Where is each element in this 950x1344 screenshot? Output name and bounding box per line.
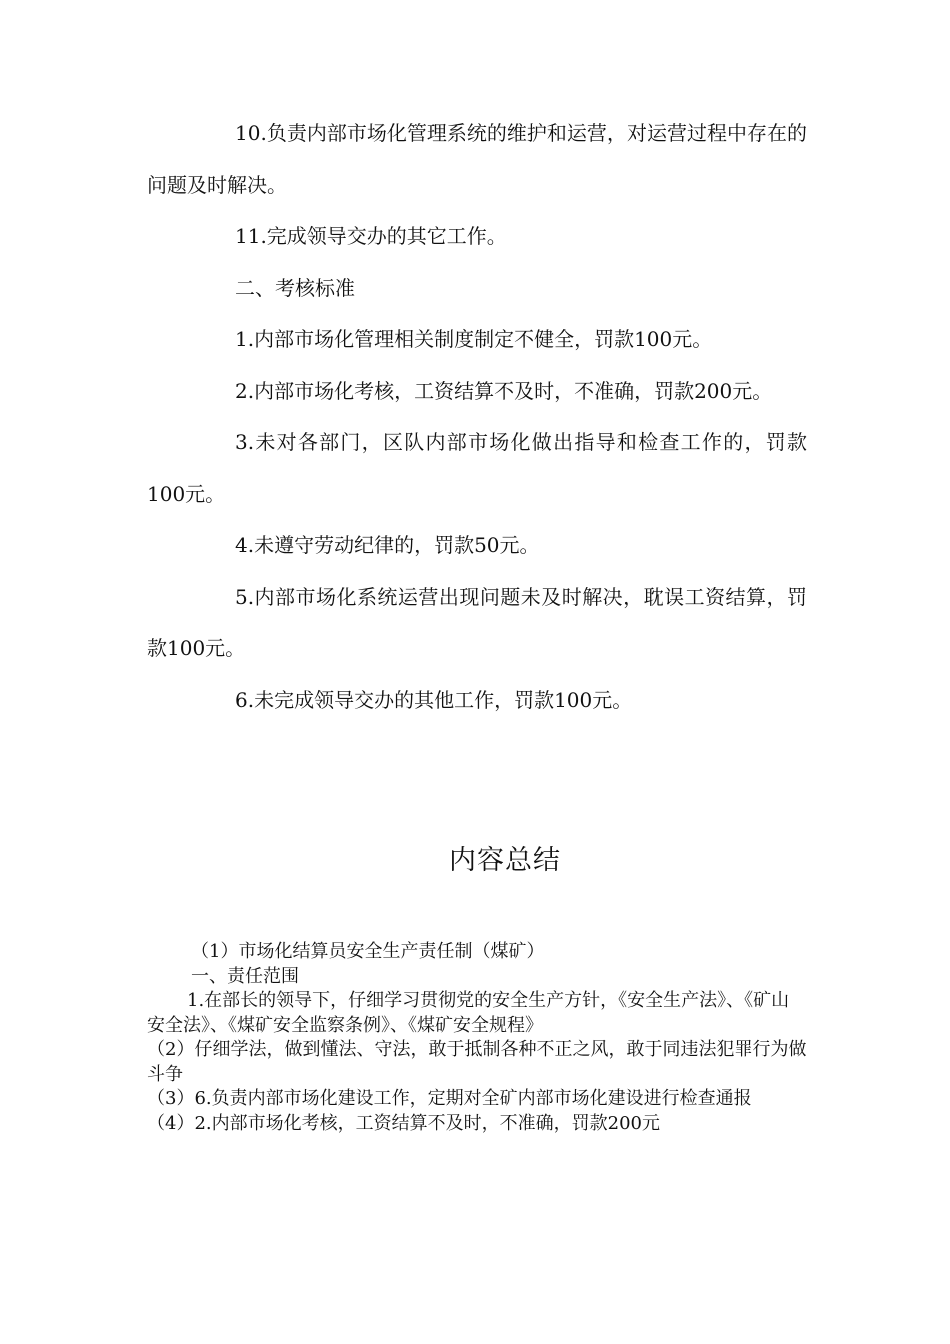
paragraph-duty-10: 10.负责内部市场化管理系统的维护和运营，对运营过程中存在的问题及时解决。 xyxy=(147,121,807,197)
paragraph-rule-4: 4.未遵守劳动纪律的，罚款50元。 xyxy=(235,533,540,557)
summary-line-2: 一、责任范围 xyxy=(191,965,299,987)
paragraph-rule-6: 6.未完成领导交办的其他工作，罚款100元。 xyxy=(235,687,633,712)
summary-title: 内容总结 xyxy=(449,845,561,876)
summary-line-4: （2）仔细学法，做到懂法、守法，敢于抵制各种不正之风，敢于同违法犯罪行为做斗争 xyxy=(147,1039,807,1085)
summary-line-6: （4）2.内部市场化考核，工资结算不及时，不准确，罚款200元 xyxy=(147,1112,660,1134)
summary-line-3: 1.在部长的领导下，仔细学习贯彻党的安全生产方针，《安全生产法》、《矿山安全法》、《煤矿安全监察条例》、《煤矿安全规程》 xyxy=(147,990,790,1036)
section-heading-assessment: 二、考核标准 xyxy=(235,275,355,300)
paragraph-rule-1: 1.内部市场化管理相关制度制定不健全，罚款100元。 xyxy=(235,327,713,351)
summary-section xyxy=(147,940,807,1136)
paragraph-rule-3: 3.未对各部门，区队内部市场化做出指导和检查工作的，罚款100元。 xyxy=(147,430,807,506)
document-body xyxy=(147,108,807,726)
paragraph-duty-11: 11.完成领导交办的其它工作。 xyxy=(235,224,507,248)
paragraph-rule-2: 2.内部市场化考核，工资结算不及时，不准确，罚款200元。 xyxy=(235,378,773,403)
paragraph-rule-5: 5.内部市场化系统运营出现问题未及时解决，耽误工资结算，罚款100元。 xyxy=(147,584,807,660)
summary-line-5: （3）6.负责内部市场化建设工作，定期对全矿内部市场化建设进行检查通报 xyxy=(147,1088,752,1109)
summary-line-1: （1）市场化结算员安全生产责任制（煤矿） xyxy=(191,941,545,962)
